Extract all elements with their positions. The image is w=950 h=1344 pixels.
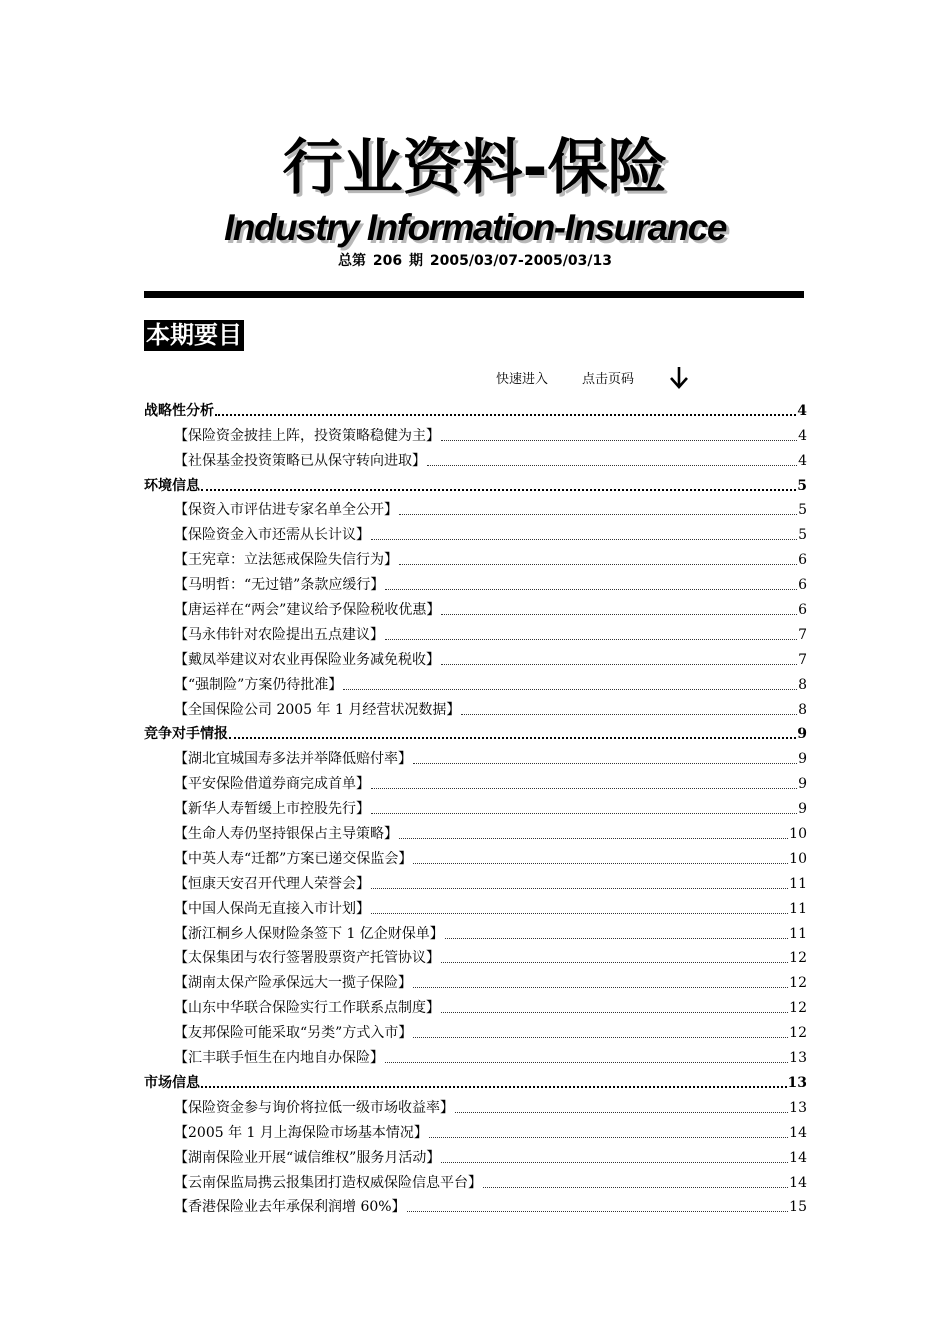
quick-enter-label: 快速进入 — [496, 372, 549, 387]
toc-page-link[interactable]: 13 — [787, 1074, 807, 1091]
toc-entry-title: 【中英人寿“迁都”方案已递交保监会】 — [174, 850, 413, 867]
toc-leader-dots — [385, 639, 797, 640]
toc-entry[interactable] — [144, 869, 807, 894]
toc-entry-title: 【戴凤举建议对农业再保险业务减免税收】 — [174, 651, 440, 668]
toc-leader-dots — [483, 1187, 788, 1188]
table-of-contents — [144, 396, 807, 1217]
toc-leader-dots — [385, 1062, 788, 1063]
toc-entry-title: 【太保集团与农行签署股票资产托管协议】 — [174, 950, 440, 967]
toc-page-link[interactable]: 6 — [798, 552, 807, 569]
toc-leader-dots — [413, 763, 797, 764]
toc-entry[interactable] — [144, 1018, 807, 1043]
toc-page-link[interactable]: 14 — [789, 1124, 807, 1141]
toc-entry-title: 【马永伟针对农险提出五点建议】 — [174, 626, 384, 643]
toc-entry[interactable] — [144, 695, 807, 720]
toc-entry[interactable] — [144, 744, 807, 769]
toc-page-link[interactable]: 11 — [789, 875, 807, 892]
toc-entry[interactable] — [144, 496, 807, 521]
toc-page-link[interactable]: 7 — [798, 651, 807, 668]
toc-entry-title: 【保险资金入市还需从长计议】 — [174, 527, 370, 544]
toc-entry-title: 战略性分析 — [144, 402, 214, 419]
toc-category[interactable] — [144, 471, 807, 496]
toc-page-link[interactable]: 6 — [798, 602, 807, 619]
toc-page-link[interactable]: 13 — [789, 1050, 807, 1067]
toc-page-link[interactable]: 14 — [789, 1174, 807, 1191]
toc-leader-dots — [455, 1112, 788, 1113]
toc-page-link[interactable]: 7 — [798, 626, 807, 643]
toc-entry-title: 【2005 年 1 月上海保险市场基本情况】 — [174, 1124, 428, 1141]
toc-entry[interactable] — [144, 545, 807, 570]
toc-entry-title: 【湖南保险业开展“诚信维权”服务月活动】 — [174, 1149, 441, 1166]
toc-page-link[interactable]: 11 — [789, 925, 807, 942]
toc-category[interactable] — [144, 720, 807, 745]
toc-leader-dots — [413, 987, 788, 988]
toc-entry-title: 【香港保险业去年承保利润增 60%】 — [174, 1199, 406, 1216]
toc-page-link[interactable]: 11 — [789, 900, 807, 917]
toc-entry-title: 竞争对手情报 — [144, 726, 228, 743]
toc-entry-title: 【马明哲：“无过错”条款应缓行】 — [174, 577, 385, 594]
toc-page-link[interactable]: 8 — [798, 701, 807, 718]
toc-entry[interactable] — [144, 819, 807, 844]
toc-entry-title: 【平安保险借道券商完成首单】 — [174, 776, 370, 793]
toc-page-link[interactable]: 5 — [797, 477, 807, 494]
toc-leader-dots — [445, 938, 788, 939]
toc-leader-dots — [399, 564, 797, 565]
toc-entry[interactable] — [144, 968, 807, 993]
toc-entry-title: 环境信息 — [144, 477, 200, 494]
toc-leader-dots — [371, 788, 797, 789]
toc-entry-title: 【保险资金参与询价将拉低一级市场收益率】 — [174, 1099, 454, 1116]
toc-entry-title: 【唐运祥在“两会”建议给予保险税收优惠】 — [174, 602, 441, 619]
toc-entry[interactable] — [144, 919, 807, 944]
toc-leader-dots — [441, 1162, 788, 1163]
toc-entry[interactable] — [144, 894, 807, 919]
toc-page-link[interactable]: 12 — [789, 1025, 807, 1042]
toc-page-link[interactable]: 12 — [789, 975, 807, 992]
toc-entry-title: 【云南保监局携云报集团打造权威保险信息平台】 — [174, 1174, 482, 1191]
toc-leader-dots — [461, 714, 797, 715]
toc-category[interactable] — [144, 1068, 807, 1093]
toc-leader-dots — [385, 589, 797, 590]
toc-entry[interactable] — [144, 794, 807, 819]
toc-entry[interactable] — [144, 570, 807, 595]
toc-leader-dots — [201, 1086, 787, 1088]
toc-entry[interactable] — [144, 1143, 807, 1168]
toc-leader-dots — [371, 913, 788, 914]
toc-entry-title: 【中国人保尚无直接入市计划】 — [174, 900, 370, 917]
toc-entry-title: 【新华人寿暂缓上市控股先行】 — [174, 801, 370, 818]
toc-entry[interactable] — [144, 446, 807, 471]
document-subtitle: Industry Information-Insurance — [224, 207, 726, 248]
toc-page-link[interactable]: 13 — [789, 1099, 807, 1116]
toc-page-link[interactable]: 14 — [789, 1149, 807, 1166]
toc-entry-title: 【全国保险公司 2005 年 1 月经营状况数据】 — [174, 701, 461, 718]
toc-leader-dots — [441, 614, 797, 615]
toc-entry[interactable] — [144, 670, 807, 695]
toc-page-link[interactable]: 6 — [798, 577, 807, 594]
toc-leader-dots — [413, 863, 788, 864]
click-page-label: 点击页码 — [582, 372, 635, 387]
toc-entry-title: 【山东中华联合保险实行工作联系点制度】 — [174, 1000, 440, 1017]
toc-entry-title: 【浙江桐乡人保财险条签下 1 亿企财保单】 — [174, 925, 444, 942]
toc-entry[interactable] — [144, 520, 807, 545]
toc-leader-dots — [399, 514, 797, 515]
toc-page-link[interactable]: 8 — [798, 676, 807, 693]
toc-entry-title: 【王宪章：立法惩戒保险失信行为】 — [174, 552, 398, 569]
toc-leader-dots — [407, 1211, 789, 1212]
down-arrow-icon — [668, 365, 690, 391]
toc-entry-title: 【湖北宜城国寿多法并举降低赔付率】 — [174, 751, 412, 768]
toc-entry-title: 【恒康天安召开代理人荣誉会】 — [174, 875, 370, 892]
toc-entry[interactable] — [144, 944, 807, 969]
toc-page-link[interactable]: 5 — [798, 502, 807, 519]
toc-leader-dots — [429, 1137, 788, 1138]
toc-leader-dots — [441, 440, 797, 441]
document-title: 行业资料-保险 — [282, 133, 668, 203]
toc-page-link[interactable]: 5 — [798, 527, 807, 544]
toc-entry[interactable] — [144, 421, 807, 446]
toc-page-link[interactable]: 9 — [797, 726, 807, 743]
toc-leader-dots — [441, 1012, 788, 1013]
toc-page-link[interactable]: 9 — [798, 751, 807, 768]
toc-leader-dots — [343, 689, 797, 690]
toc-leader-dots — [201, 489, 796, 491]
toc-entry[interactable] — [144, 1093, 807, 1118]
toc-page-link[interactable]: 12 — [789, 950, 807, 967]
toc-page-link[interactable]: 4 — [798, 452, 807, 469]
toc-entry-title: 【保险资金披挂上阵，投资策略稳健为主】 — [174, 427, 440, 444]
toc-leader-dots — [427, 465, 797, 466]
toc-entry[interactable] — [144, 1168, 807, 1193]
toc-entry-title: 【“强制险”方案仍待批准】 — [174, 676, 343, 693]
toc-leader-dots — [399, 838, 788, 839]
section-title: 本期要目 — [146, 321, 242, 349]
toc-entry-title: 【社保基金投资策略已从保守转向进取】 — [174, 452, 426, 469]
toc-leader-dots — [215, 414, 796, 416]
toc-entry[interactable] — [144, 993, 807, 1018]
toc-entry-title: 【生命人寿仍坚持银保占主导策略】 — [174, 826, 398, 843]
toc-entry-title: 【湖南太保产险承保远大一揽子保险】 — [174, 975, 412, 992]
toc-leader-dots — [413, 1037, 788, 1038]
toc-leader-dots — [441, 664, 797, 665]
toc-entry[interactable] — [144, 595, 807, 620]
toc-entry[interactable] — [144, 1193, 807, 1218]
toc-leader-dots — [441, 962, 788, 963]
toc-page-link[interactable]: 4 — [798, 427, 807, 444]
toc-entry[interactable] — [144, 1043, 807, 1068]
toc-entry-title: 【保资入市评估进专家名单全公开】 — [174, 502, 398, 519]
issue-info: 总第 206 期 2005/03/07-2005/03/13 — [338, 253, 612, 269]
toc-entry[interactable] — [144, 1118, 807, 1143]
toc-entry[interactable] — [144, 620, 807, 645]
toc-page-link[interactable]: 12 — [789, 1000, 807, 1017]
toc-leader-dots — [371, 813, 797, 814]
toc-leader-dots — [371, 539, 797, 540]
toc-entry-title: 【汇丰联手恒生在内地自办保险】 — [174, 1050, 384, 1067]
toc-page-link[interactable]: 4 — [797, 402, 807, 419]
header-divider — [144, 291, 804, 298]
toc-page-link[interactable]: 15 — [789, 1199, 807, 1216]
toc-leader-dots — [229, 737, 796, 739]
toc-entry[interactable] — [144, 769, 807, 794]
toc-entry[interactable] — [144, 645, 807, 670]
toc-page-link[interactable]: 10 — [789, 850, 807, 867]
toc-page-link[interactable]: 9 — [798, 776, 807, 793]
toc-page-link[interactable]: 10 — [789, 826, 807, 843]
toc-entry-title: 【友邦保险可能采取“另类”方式入市】 — [174, 1025, 413, 1042]
toc-page-link[interactable]: 9 — [798, 801, 807, 818]
toc-leader-dots — [371, 888, 788, 889]
toc-entry-title: 市场信息 — [144, 1074, 200, 1091]
toc-entry[interactable] — [144, 844, 807, 869]
toc-category[interactable] — [144, 396, 807, 421]
